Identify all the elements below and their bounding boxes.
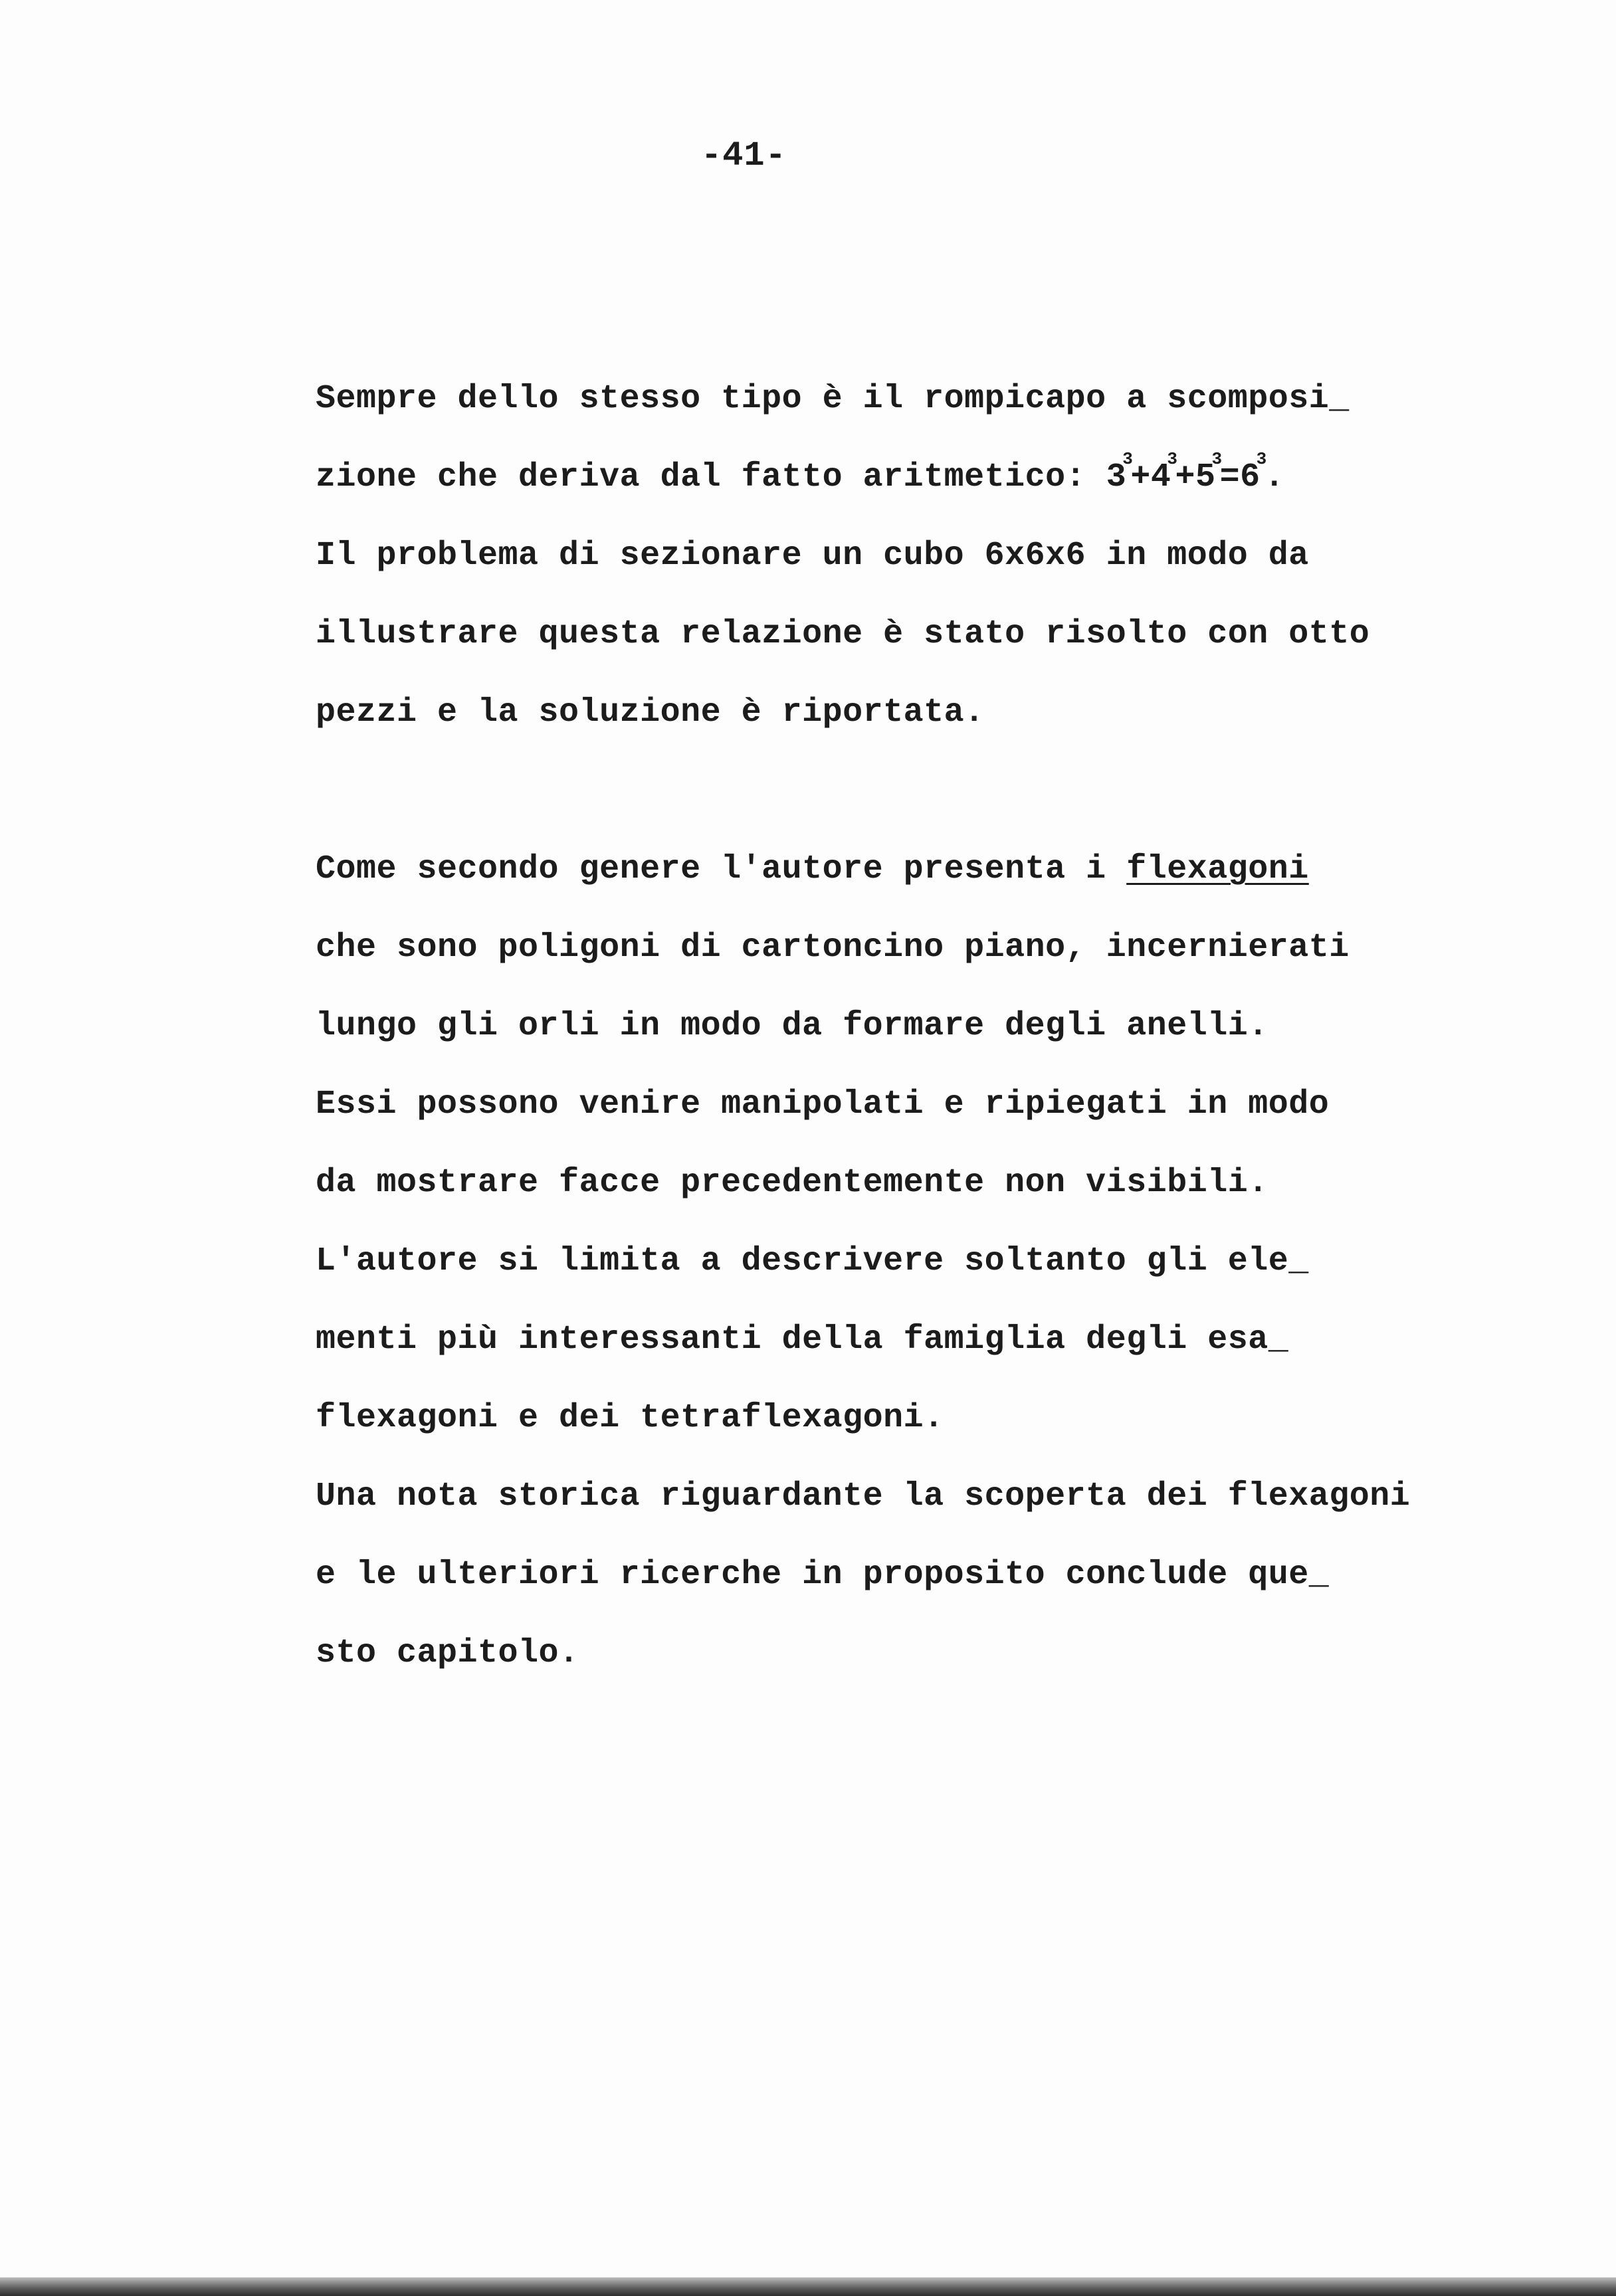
text-line: L'autore si limita a descrivere soltanto gli ele_ <box>316 1242 1309 1280</box>
text-line-with-formula <box>316 449 1285 496</box>
text-line: Sempre dello stesso tipo è il rompicapo a scomposi_ <box>316 380 1350 418</box>
text-line: Una nota storica riguardante la scoperta dei flexagoni <box>316 1478 1411 1515</box>
text-line: Essi possono venire manipolati e ripiegati in modo <box>316 1086 1330 1123</box>
text-line: illustrare questa relazione è stato risolto con otto <box>316 615 1370 653</box>
text-line: che sono poligoni di cartoncino piano, incernierati <box>316 929 1350 967</box>
text-line: lungo gli orli in modo da formare degli anelli. <box>316 1007 1268 1045</box>
underlined-term: flexagoni <box>1126 850 1309 888</box>
text-line: e le ulteriori ricerche in proposito conclude que_ <box>316 1556 1330 1594</box>
page-number: -41- <box>701 136 787 175</box>
scan-edge <box>0 2277 1616 2296</box>
text-line: Il problema di sezionare un cubo 6x6x6 in modo da <box>316 537 1309 575</box>
text-line: flexagoni e dei tetraflexagoni. <box>316 1399 944 1437</box>
text-line: menti più interessanti della famiglia degli esa_ <box>316 1321 1289 1359</box>
formula: $3^3+4^3+5^3=6^3$. <box>1106 449 1285 496</box>
text-line: sto capitolo. <box>316 1634 579 1672</box>
text-line: zione che deriva dal fatto aritmetico: <box>316 458 1086 496</box>
text-line: Come secondo genere l'autore presenta i flexagoni <box>316 850 1309 888</box>
text-line: da mostrare facce precedentemente non visibili. <box>316 1164 1268 1202</box>
text-line: pezzi e la soluzione è riportata. <box>316 694 985 731</box>
